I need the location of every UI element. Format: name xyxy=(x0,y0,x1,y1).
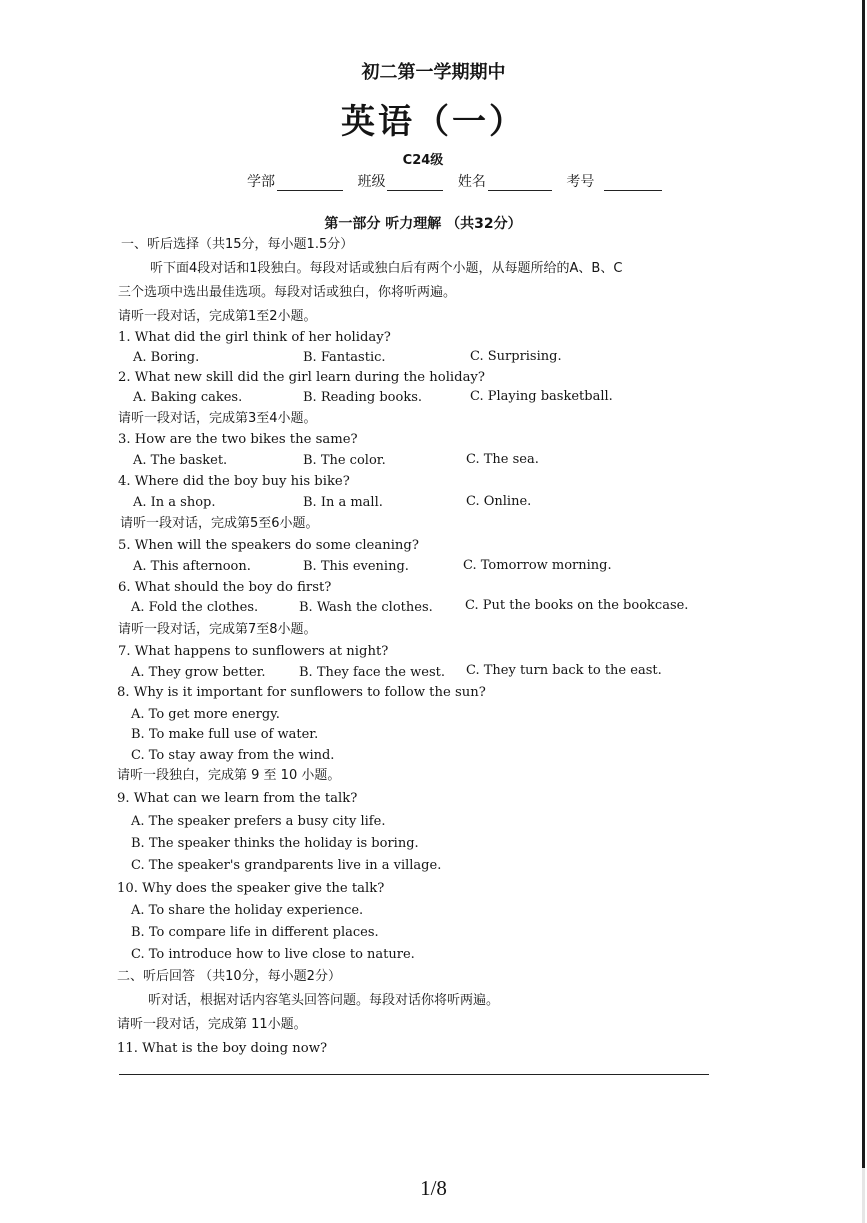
department-blank[interactable] xyxy=(277,176,343,191)
exam-number-label: 考号 xyxy=(566,174,595,190)
option-c: C. Online. xyxy=(466,494,532,509)
option-c: C. Playing basketball. xyxy=(470,389,613,404)
question-stem: 11. What is the boy doing now? xyxy=(117,1041,328,1056)
option-b: B. Fantastic. xyxy=(303,350,386,365)
page-number: 1/8 xyxy=(420,1176,447,1200)
question-stem: 3. How are the two bikes the same? xyxy=(118,432,358,447)
option-a: A. Baking cakes. xyxy=(133,390,243,405)
part-title: 第一部分 听力理解 （共32分） xyxy=(324,216,522,232)
option-c: C. To stay away from the wind. xyxy=(131,748,335,763)
group-intro: 请听一段对话，完成第1至2小题。 xyxy=(118,309,317,324)
exam-number-blank[interactable] xyxy=(604,176,662,191)
option-c: C. The speaker's grandparents live in a village. xyxy=(131,858,442,873)
group-intro: 请听一段对话，完成第 11小题。 xyxy=(117,1017,307,1032)
question-stem: 4. Where did the boy buy his bike? xyxy=(118,474,350,489)
option-c: C. Surprising. xyxy=(470,349,562,364)
department-label: 学部 xyxy=(247,174,275,190)
question-stem: 9. What can we learn from the talk? xyxy=(117,791,358,806)
class-label: 班级 xyxy=(357,174,386,190)
name-label: 姓名 xyxy=(457,174,486,190)
class-blank[interactable] xyxy=(387,176,443,191)
option-a: A. In a shop. xyxy=(133,495,216,510)
section2-instruction: 听对话，根据对话内容笔头回答问题。每段对话你将听两遍。 xyxy=(148,993,500,1008)
section1-instruction: 三个选项中选出最佳选项。每段对话或独白，你将听两遍。 xyxy=(118,285,457,300)
option-a: A. The basket. xyxy=(133,453,228,468)
question-stem: 1. What did the girl think of her holiday? xyxy=(118,330,391,345)
question-stem: 10. Why does the speaker give the talk? xyxy=(117,881,385,896)
option-b: B. To make full use of water. xyxy=(131,727,319,742)
option-b: B. Reading books. xyxy=(303,390,423,405)
question-stem: 5. When will the speakers do some cleaning? xyxy=(118,538,419,553)
student-info-fields xyxy=(247,171,672,191)
option-c: C. Put the books on the bookcase. xyxy=(465,598,689,613)
section1-heading: 一、听后选择（共15分，每小题1.5分） xyxy=(121,237,354,252)
option-a: A. To get more energy. xyxy=(131,707,280,722)
exam-title: 初二第一学期期中 xyxy=(361,62,506,83)
option-a: A. Fold the clothes. xyxy=(131,600,259,615)
option-b: B. Wash the clothes. xyxy=(299,600,433,615)
subject-title: 英语（一） xyxy=(341,102,526,142)
name-blank[interactable] xyxy=(488,176,552,191)
option-c: C. They turn back to the east. xyxy=(466,663,662,678)
option-b: B. In a mall. xyxy=(303,495,383,510)
option-b: B. They face the west. xyxy=(299,665,445,680)
option-a: A. To share the holiday experience. xyxy=(131,903,364,918)
option-b: B. The color. xyxy=(303,453,386,468)
group-intro: 请听一段对话，完成第3至4小题。 xyxy=(118,411,317,426)
answer-line[interactable] xyxy=(119,1074,709,1075)
grade-label: C24级 xyxy=(402,153,444,168)
question-stem: 7. What happens to sunflowers at night? xyxy=(118,644,389,659)
option-a: A. The speaker prefers a busy city life. xyxy=(131,814,386,829)
scan-edge-shadow xyxy=(862,0,865,1168)
section1-instruction: 听下面4段对话和1段独白。每段对话或独白后有两个小题，从每题所给的A、B、C xyxy=(150,261,623,276)
section2-heading: 二、听后回答 （共10分，每小题2分） xyxy=(117,969,341,984)
option-a: A. Boring. xyxy=(133,350,200,365)
option-c: C. Tomorrow morning. xyxy=(463,558,612,573)
option-a: A. They grow better. xyxy=(131,665,266,680)
option-c: C. The sea. xyxy=(466,452,539,467)
question-stem: 2. What new skill did the girl learn during the holiday? xyxy=(118,370,485,385)
group-intro: 请听一段独白，完成第 9 至 10 小题。 xyxy=(117,768,341,783)
option-b: B. The speaker thinks the holiday is boring. xyxy=(131,836,419,851)
question-stem: 6. What should the boy do first? xyxy=(118,580,332,595)
option-b: B. To compare life in different places. xyxy=(131,925,379,940)
option-c: C. To introduce how to live close to nature. xyxy=(131,947,415,962)
option-b: B. This evening. xyxy=(303,559,409,574)
group-intro: 请听一段对话，完成第5至6小题。 xyxy=(120,516,319,531)
question-stem: 8. Why is it important for sunflowers to follow the sun? xyxy=(117,685,486,700)
option-a: A. This afternoon. xyxy=(133,559,251,574)
group-intro: 请听一段对话，完成第7至8小题。 xyxy=(118,622,317,637)
